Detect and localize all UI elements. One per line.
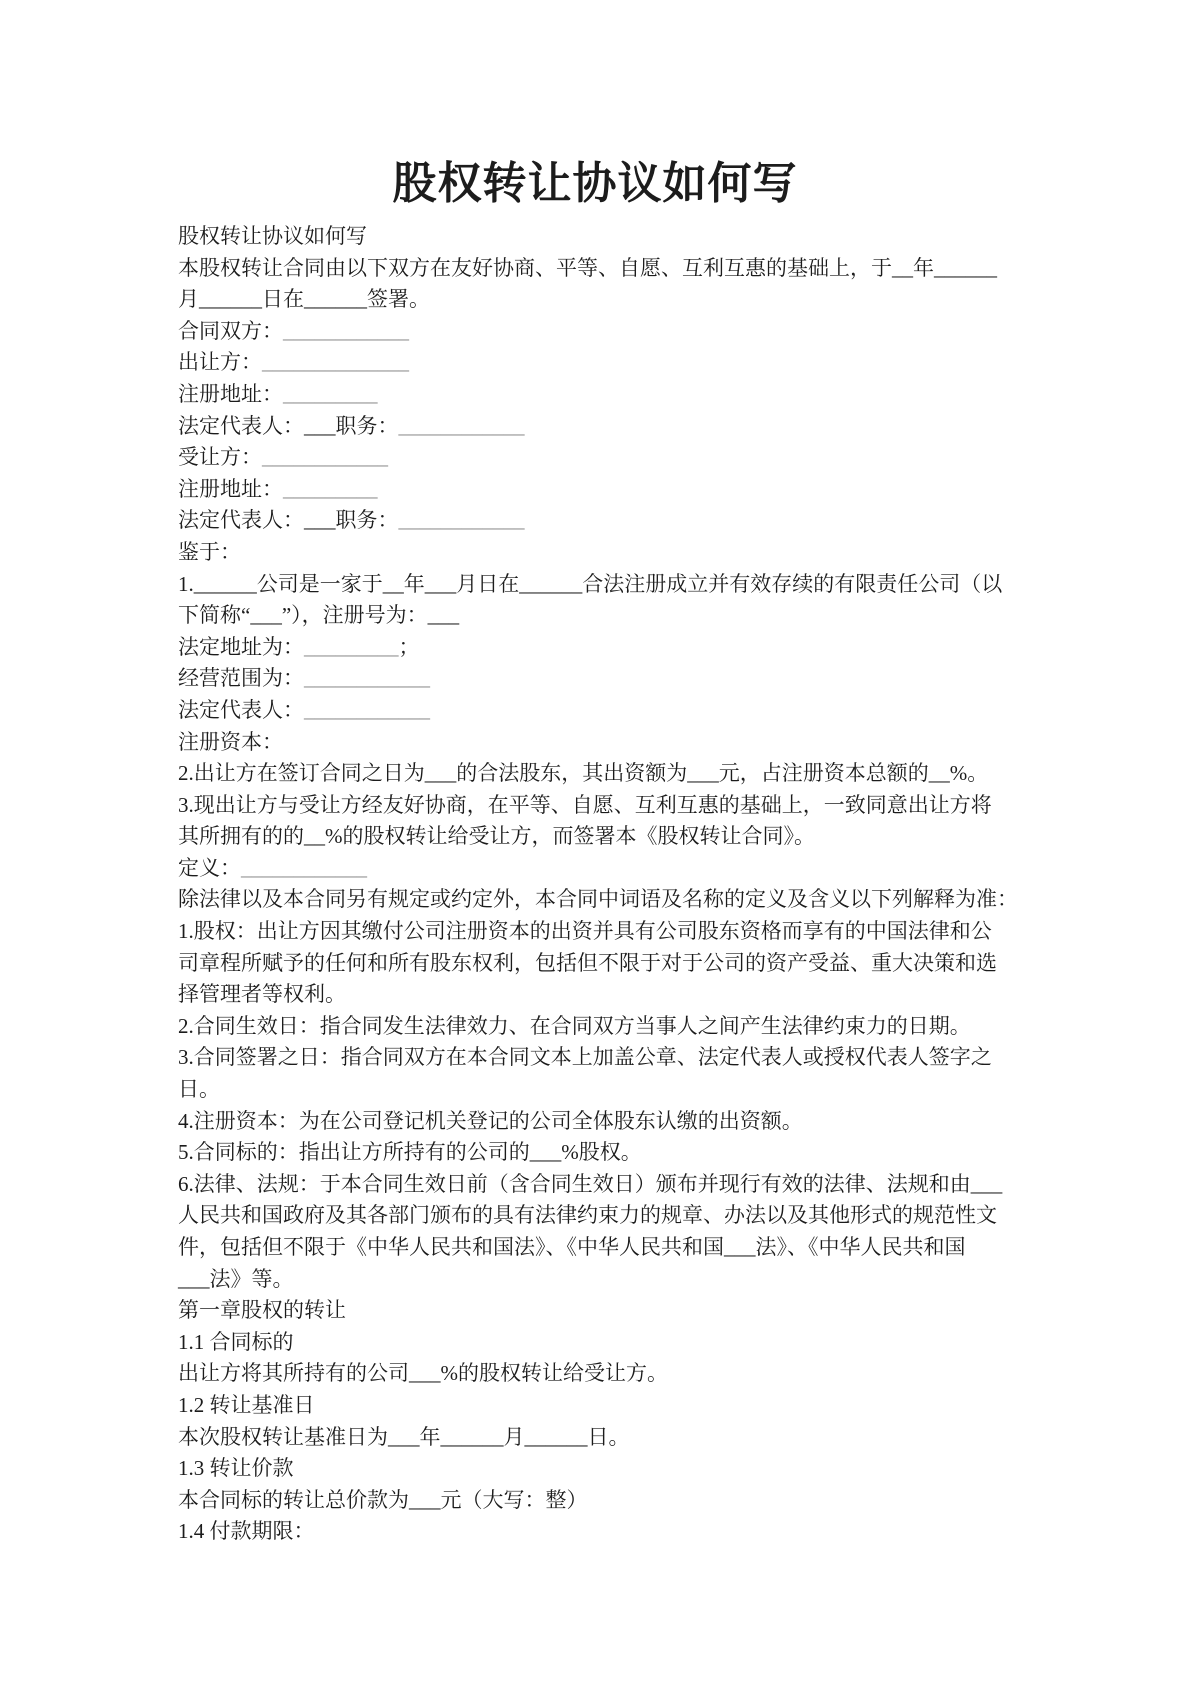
text-line: 2.出让方在签订合同之日为___的合法股东，其出资额为___元，占注册资本总额的__%。 xyxy=(178,761,989,786)
text-line: 本次股权转让基准日为___年______月______日。 xyxy=(178,1424,630,1449)
text-line: 受让方：____________ xyxy=(178,445,388,470)
blank-field: ___ xyxy=(388,1424,420,1449)
blank-field: ______________ xyxy=(262,350,409,375)
blank-field: ______ xyxy=(524,1424,588,1449)
text-line: 注册地址：_________ xyxy=(178,476,378,501)
blank-field: __ xyxy=(304,824,325,849)
blank-field: ___ xyxy=(970,1171,1003,1196)
text-line: 1.1 合同标的 xyxy=(178,1329,294,1354)
blank-field: ______ xyxy=(304,287,367,312)
blank-field: ____________ xyxy=(262,445,388,470)
blank-field: ______ xyxy=(440,1424,504,1449)
text-line: 注册地址：_________ xyxy=(178,381,378,406)
blank-field: ____________ xyxy=(304,697,430,722)
text-line: 法定代表人：___职务：____________ xyxy=(178,508,525,533)
text-line: 1.股权：出让方因其缴付公司注册资本的出资并具有公司股东资格而享有的中国法律和公 xyxy=(178,919,992,944)
blank-field: ____________ xyxy=(304,666,430,691)
blank-field: ___ xyxy=(424,761,457,786)
blank-field: _________ xyxy=(283,476,378,501)
blank-field: __ xyxy=(892,255,913,280)
blank-field: ___ xyxy=(409,1361,441,1386)
text-line: 1.______公司是一家于__年___月日在______合法注册成立并有效存续的有限责任公司（以 xyxy=(178,571,1003,596)
text-line: 3.合同签署之日：指合同双方在本合同文本上加盖公章、法定代表人或授权代表人签字之 xyxy=(178,1045,992,1070)
blank-field: ___ xyxy=(424,571,457,596)
text-line: 6.法律、法规：于本合同生效日前（含合同生效日）颁布并现行有效的法律、法规和由___ xyxy=(178,1171,1003,1196)
blank-field: ___ xyxy=(304,508,336,533)
blank-field: ____________ xyxy=(241,855,367,880)
document-title: 股权转让协议如何写 xyxy=(392,159,798,208)
text-line: 注册资本： xyxy=(178,729,283,754)
text-line: 法定代表人：___职务：____________ xyxy=(178,413,525,438)
text-line: 司章程所赋予的任何和所有股东权利，包括但不限于对于公司的资产受益、重大决策和选 xyxy=(178,950,997,975)
text-line: 定义：____________ xyxy=(178,855,367,880)
blank-field: ______ xyxy=(934,255,997,280)
document-body xyxy=(178,221,1018,1548)
blank-field: ______ xyxy=(519,571,583,596)
blank-field: ___ xyxy=(427,603,460,628)
text-line: ___法》等。 xyxy=(178,1266,294,1291)
text-line: 3.现出让方与受让方经友好协商，在平等、自愿、互利互惠的基础上，一致同意出让方将 xyxy=(178,792,992,817)
text-line: 其所拥有的的__%的股权转让给受让方，而签署本《股权转让合同》。 xyxy=(178,824,815,849)
blank-field: ___ xyxy=(250,603,282,628)
text-line: 出让方将其所持有的公司___%的股权转让给受让方。 xyxy=(178,1361,668,1386)
text-line: 5.合同标的：指出让方所持有的公司的___%股权。 xyxy=(178,1140,642,1165)
text-line: 人民共和国政府及其各部门颁布的具有法律约束力的规章、办法以及其他形式的规范性文 xyxy=(178,1203,997,1228)
text-line: 出让方：______________ xyxy=(178,350,409,375)
text-line: 本股权转让合同由以下双方在友好协商、平等、自愿、互利互惠的基础上，于__年______ xyxy=(178,255,997,280)
blank-field: ____________ xyxy=(398,413,525,438)
blank-field: ___ xyxy=(304,413,336,438)
text-line: 鉴于： xyxy=(178,539,241,564)
blank-field: ___ xyxy=(529,1140,562,1165)
blank-field: ____________ xyxy=(398,508,525,533)
text-line: 经营范围为：____________ xyxy=(178,666,430,691)
blank-field: ___ xyxy=(724,1235,756,1259)
blank-field: ___ xyxy=(687,761,719,786)
text-line: 本合同标的转让总价款为___元（大写：整） xyxy=(178,1487,588,1512)
text-line: 股权转让协议如何写 xyxy=(178,224,367,248)
text-line: 下简称“___”），注册号为：___ xyxy=(178,603,460,628)
text-line: 1.4 付款期限： xyxy=(178,1519,315,1544)
text-line: 2.合同生效日：指合同发生法律效力、在合同双方当事人之间产生法律约束力的日期。 xyxy=(178,1013,971,1038)
text-line: 第一章股权的转让 xyxy=(178,1298,346,1323)
text-line: 1.3 转让价款 xyxy=(178,1456,294,1481)
blank-field: ______ xyxy=(199,287,262,312)
text-line: 件，包括但不限于《中华人民共和国法》、《中华人民共和国___法》、《中华人民共和国 xyxy=(178,1235,966,1259)
blank-field: ______ xyxy=(193,571,257,596)
text-line: 合同双方：____________ xyxy=(178,318,409,343)
blank-field: ___ xyxy=(178,1266,210,1291)
text-line: 月______日在______签署。 xyxy=(178,287,430,312)
text-line: 除法律以及本合同另有规定或约定外，本合同中词语及名称的定义及含义以下列解释为准： xyxy=(178,887,1018,912)
text-line: 择管理者等权利。 xyxy=(178,982,346,1007)
blank-field: _________ xyxy=(283,381,378,406)
text-line: 4.注册资本：为在公司登记机关登记的公司全体股东认缴的出资额。 xyxy=(178,1108,803,1133)
text-line: 1.2 转让基准日 xyxy=(178,1392,315,1417)
text-line: 法定地址为：_________； xyxy=(178,634,420,659)
text-line: 法定代表人：____________ xyxy=(178,697,430,722)
blank-field: ___ xyxy=(409,1487,441,1512)
blank-field: _________ xyxy=(304,634,399,659)
blank-field: __ xyxy=(382,571,404,596)
blank-field: __ xyxy=(928,761,950,786)
text-line: 日。 xyxy=(178,1077,220,1102)
blank-field: ____________ xyxy=(283,318,409,343)
